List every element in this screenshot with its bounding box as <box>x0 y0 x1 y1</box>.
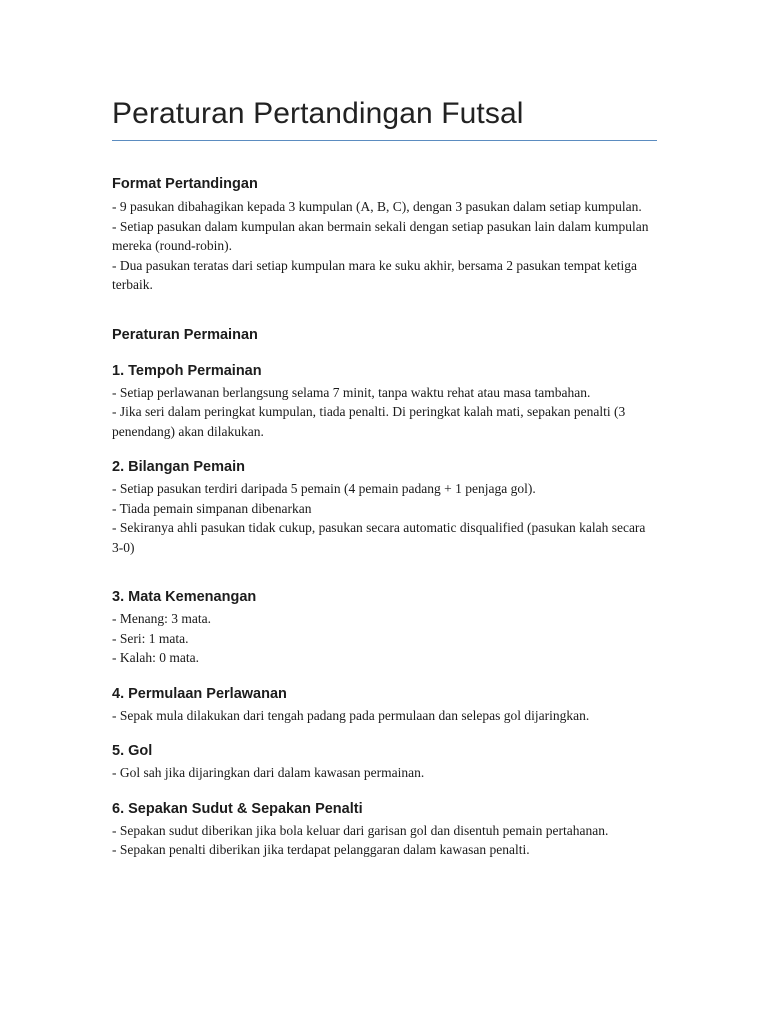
rule-kickoff <box>112 684 657 726</box>
rule-line: - Kalah: 0 mata. <box>112 650 199 665</box>
rule-heading-corner-penalty: 6. Sepakan Sudut & Sepakan Penalti <box>112 800 363 817</box>
rule-heading-duration: 1. Tempoh Permainan <box>112 362 262 379</box>
rule-corner-penalty <box>112 799 657 860</box>
section-format <box>112 174 657 295</box>
document-page <box>112 96 657 860</box>
rule-heading-goal: 5. Gol <box>112 743 153 759</box>
rule-line: - Menang: 3 mata. <box>112 611 211 626</box>
rule-duration <box>112 361 657 442</box>
rule-line: - Setiap pasukan terdiri daripada 5 pemain (4 pemain padang + 1 penjaga gol). <box>112 481 536 496</box>
format-line-3: - Dua pasukan teratas dari setiap kumpulan mara ke suku akhir, bersama 2 pasukan tempat ketiga terbaik. <box>112 257 638 292</box>
rule-heading-kickoff: 4. Permulaan Perlawanan <box>112 685 287 702</box>
rule-players <box>112 457 657 557</box>
format-line-2: - Setiap pasukan dalam kumpulan akan bermain sekali dengan setiap pasukan lain dalam kumpulan mereka (round-robin). <box>112 218 649 253</box>
rule-line: - Jika seri dalam peringkat kumpulan, tiada penalti. Di peringkat kalah mati, sepakan penalti (3 penendang) akan dilakukan. <box>112 404 626 439</box>
section-heading-rules: Peraturan Permainan <box>112 326 258 343</box>
rule-line: - Sepakan sudut diberikan jika bola keluar dari garisan gol dan disentuh pemain pertahanan. <box>112 822 609 838</box>
rule-line: - Seri: 1 mata. <box>112 630 189 646</box>
rule-heading-players: 2. Bilangan Pemain <box>112 459 245 475</box>
rule-heading-points: 3. Mata Kemenangan <box>112 589 257 605</box>
document-title: Peraturan Pertandingan Futsal <box>112 97 524 130</box>
rule-line: - Setiap perlawanan berlangsung selama 7 minit, tanpa waktu rehat atau masa tambahan. <box>112 384 591 400</box>
rule-line: - Sepak mula dilakukan dari tengah padang pada permulaan dan selepas gol dijaringkan. <box>112 707 590 723</box>
rule-goal <box>112 741 657 783</box>
rule-line: - Sekiranya ahli pasukan tidak cukup, pasukan secara automatic disqualified (pasukan kalah secara 3-0) <box>112 520 646 555</box>
format-line-1: - 9 pasukan dibahagikan kepada 3 kumpulan (A, B, C), dengan 3 pasukan dalam setiap kumpulan. <box>112 199 642 214</box>
section-heading-format: Format Pertandingan <box>112 176 258 192</box>
rule-line: - Tiada pemain simpanan dibenarkan <box>112 500 312 516</box>
rule-line: - Sepakan penalti diberikan jika terdapat pelanggaran dalam kawasan penalti. <box>112 842 530 857</box>
title-divider <box>112 140 657 141</box>
rule-points <box>112 587 657 668</box>
rule-line: - Gol sah jika dijaringkan dari dalam kawasan permainan. <box>112 765 425 780</box>
